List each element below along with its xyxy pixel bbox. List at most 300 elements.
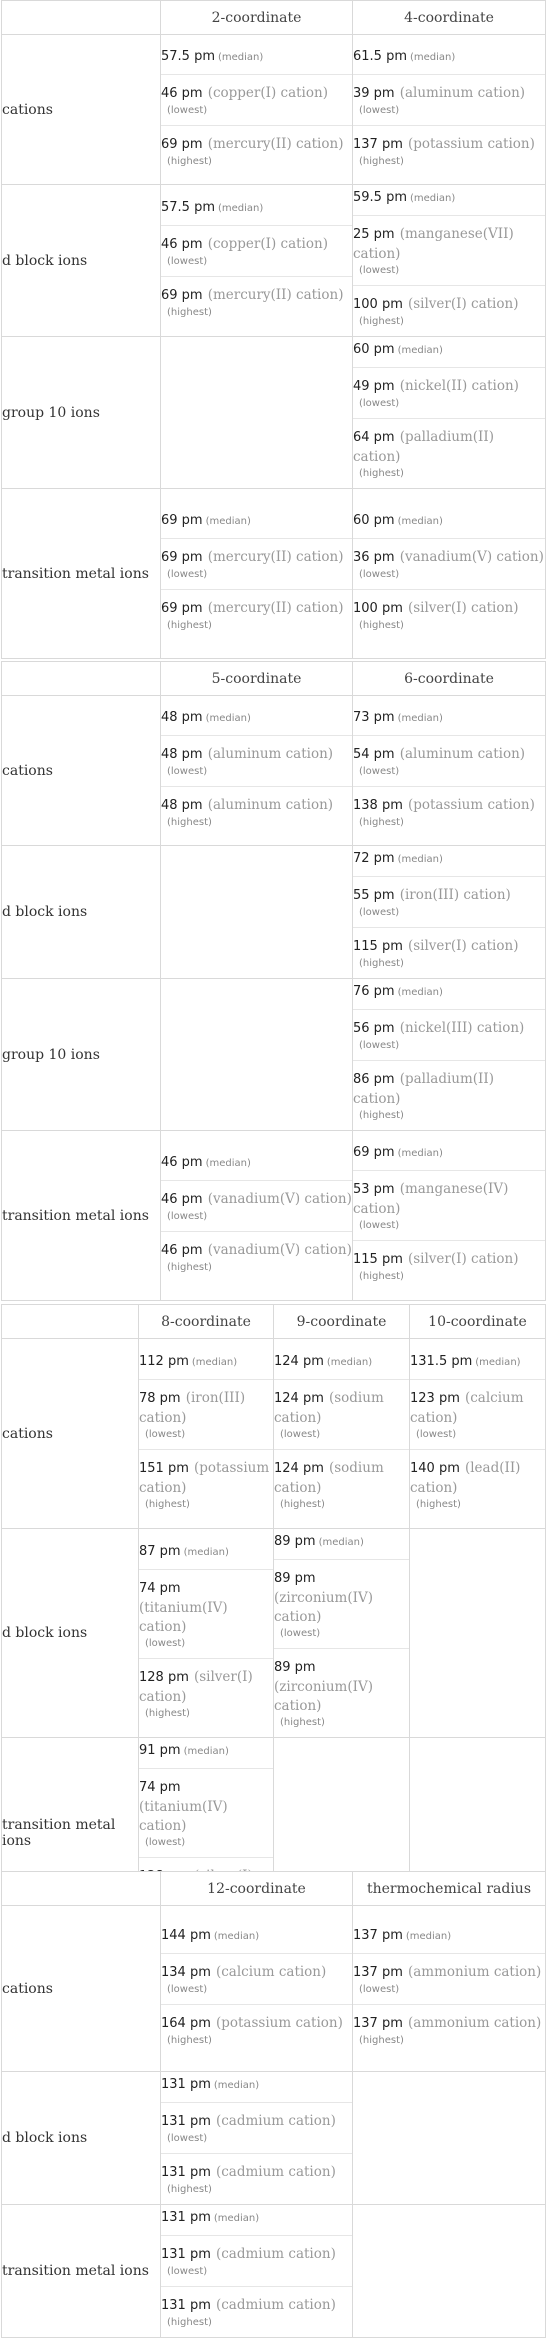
- stat-entry: [161, 225, 352, 276]
- radius-value: 87 pm: [139, 1543, 181, 1559]
- stat-entry: [161, 1180, 352, 1231]
- stat-qualifier: (highest): [167, 2317, 212, 2328]
- stat-entry: [161, 705, 352, 735]
- stat-qualifier: (highest): [167, 155, 212, 167]
- stat-entry: [161, 2205, 352, 2235]
- ion-name: (potassium cation): [407, 796, 535, 813]
- stat-entry: [139, 1768, 273, 1857]
- stat-entry: [274, 1648, 409, 1737]
- stat-qualifier: (highest): [359, 468, 404, 479]
- stat-entry: [161, 44, 352, 74]
- stat-entry: [353, 927, 545, 978]
- radius-value: 60 pm: [353, 342, 395, 357]
- radius-value: 100 pm: [353, 297, 403, 312]
- ion-name: (aluminum cation): [399, 745, 526, 762]
- ion-name: (copper(I) cation): [207, 235, 328, 252]
- radius-value: 89 pm: [274, 1660, 316, 1675]
- stat-entry: [161, 1923, 352, 1953]
- stat-qualifier: (median): [213, 1930, 260, 1942]
- stat-qualifier: (median): [318, 1537, 364, 1548]
- radius-value: 36 pm: [353, 549, 395, 565]
- stat-qualifier: (lowest): [167, 765, 208, 777]
- stat-qualifier: (median): [205, 515, 251, 527]
- radius-value: 89 pm: [274, 1571, 316, 1586]
- stat-qualifier: (median): [397, 515, 443, 527]
- stat-entry: [353, 74, 545, 125]
- stat-qualifier: (median): [475, 1356, 521, 1368]
- stat-qualifier: (lowest): [167, 1983, 208, 1995]
- column-header: 9-coordinate: [274, 1305, 410, 1339]
- ion-name: (cadmium cation): [215, 2246, 336, 2262]
- stat-entry: [274, 1349, 409, 1379]
- data-cell: [353, 489, 546, 659]
- ion-name: (mercury(II) cation): [207, 135, 344, 152]
- ion-name: (cadmium cation): [215, 2297, 336, 2313]
- ion-name: (silver(I) cation): [407, 296, 519, 312]
- ion-name: (sodium cation): [274, 1389, 384, 1426]
- corner-header: [2, 1, 161, 35]
- data-cell: [139, 1529, 274, 1738]
- stat-qualifier: (highest): [359, 155, 404, 167]
- radius-value: 131 pm: [161, 2247, 211, 2262]
- radius-value: 78 pm: [139, 1390, 181, 1406]
- radius-value: 91 pm: [139, 1743, 181, 1758]
- radius-value: 46 pm: [161, 1242, 203, 1258]
- ion-name: (iron(III) cation): [399, 887, 511, 903]
- radius-value: 123 pm: [410, 1390, 460, 1406]
- data-cell: [161, 35, 353, 185]
- stat-qualifier: (lowest): [359, 104, 400, 116]
- ion-name: (cadmium cation): [215, 2113, 336, 2129]
- stat-qualifier: (median): [183, 1546, 229, 1558]
- data-cell: [410, 1339, 546, 1529]
- stat-qualifier: (median): [191, 1356, 238, 1368]
- stat-entry: [353, 1060, 545, 1130]
- stat-entry: [353, 979, 545, 1009]
- stat-entry: [139, 1738, 273, 1768]
- stat-qualifier: (lowest): [359, 265, 400, 276]
- radius-value: 124 pm: [274, 1353, 324, 1369]
- stat-entry: [161, 589, 352, 640]
- ion-name: (nickel(II) cation): [399, 378, 519, 394]
- ion-name: (aluminum cation): [399, 84, 526, 101]
- row-label: group 10 ions: [2, 979, 161, 1131]
- radius-value: 131 pm: [161, 2114, 211, 2129]
- row-label: cations: [2, 1339, 139, 1529]
- radius-value: 131.5 pm: [410, 1353, 473, 1369]
- stat-qualifier: (highest): [145, 1707, 190, 1719]
- data-cell: [353, 696, 546, 846]
- data-cell: [353, 1906, 546, 2072]
- ion-name: (palladium(II) cation): [353, 1071, 494, 1107]
- data-cell: [161, 696, 353, 846]
- stat-entry: [139, 1449, 273, 1519]
- radius-value: 57.5 pm: [161, 48, 215, 64]
- stat-entry: [353, 786, 545, 837]
- stat-entry: [161, 2153, 352, 2204]
- data-cell: [161, 1131, 353, 1301]
- ion-name: (zirconium(IV) cation): [274, 1679, 373, 1714]
- column-header: 12-coordinate: [161, 1872, 353, 1906]
- data-cell: [353, 979, 546, 1131]
- stat-qualifier: (lowest): [167, 568, 208, 580]
- stat-entry: [353, 367, 545, 418]
- ion-name: (cadmium cation): [215, 2164, 336, 2180]
- stat-entry: [353, 735, 545, 786]
- stat-qualifier: (lowest): [359, 1983, 400, 1995]
- radius-table-2: [1, 661, 546, 1301]
- stat-qualifier: (median): [326, 1356, 373, 1368]
- stat-qualifier: (lowest): [359, 765, 400, 777]
- stat-qualifier: (lowest): [167, 2133, 208, 2144]
- radius-value: 46 pm: [161, 85, 203, 101]
- stat-qualifier: (median): [410, 51, 456, 63]
- row-label: transition metal ions: [2, 2205, 161, 2338]
- stat-qualifier: (highest): [280, 1498, 325, 1510]
- row-label: group 10 ions: [2, 337, 161, 489]
- ion-name: (potassium cation): [407, 135, 535, 152]
- row-label: d block ions: [2, 2072, 161, 2205]
- stat-entry: [161, 125, 352, 176]
- stat-qualifier: (highest): [359, 619, 404, 631]
- stat-qualifier: (median): [218, 202, 264, 214]
- stat-entry: [139, 1658, 273, 1728]
- stat-entry: [353, 337, 545, 367]
- ion-name: (mercury(II) cation): [207, 599, 344, 616]
- radius-value: 74 pm: [139, 1780, 181, 1795]
- radius-value: 137 pm: [353, 1964, 403, 1980]
- stat-entry: [161, 74, 352, 125]
- radius-value: 131 pm: [161, 2165, 211, 2180]
- stat-qualifier: (median): [405, 1930, 452, 1942]
- stat-entry: [353, 185, 545, 215]
- data-cell: [353, 1131, 546, 1301]
- data-cell: [139, 1339, 274, 1529]
- stat-entry: [353, 1240, 545, 1291]
- data-cell: [353, 2072, 546, 2205]
- stat-qualifier: (median): [205, 712, 251, 724]
- stat-entry: [353, 418, 545, 488]
- column-header: 10-coordinate: [410, 1305, 546, 1339]
- radius-value: 89 pm: [274, 1534, 316, 1549]
- radius-value: 134 pm: [161, 1964, 211, 1980]
- radius-value: 128 pm: [139, 1669, 189, 1685]
- radius-value: 74 pm: [139, 1580, 181, 1596]
- stat-entry: [410, 1449, 545, 1519]
- row-label: d block ions: [2, 185, 161, 337]
- stat-entry: [274, 1449, 409, 1519]
- stat-qualifier: (lowest): [167, 2266, 208, 2277]
- stat-entry: [353, 538, 545, 589]
- stat-entry: [161, 508, 352, 538]
- radius-value: 69 pm: [161, 136, 203, 152]
- stat-entry: [161, 2072, 352, 2102]
- ion-name: (lead(II) cation): [410, 1459, 521, 1496]
- data-cell: [274, 1339, 410, 1529]
- stat-entry: [353, 2004, 545, 2055]
- radius-table-1: [1, 0, 546, 659]
- column-header: 4-coordinate: [353, 1, 546, 35]
- radius-value: 46 pm: [161, 1154, 203, 1170]
- stat-entry: [139, 1539, 273, 1569]
- stat-qualifier: (median): [397, 987, 443, 998]
- stat-entry: [161, 2102, 352, 2153]
- stat-entry: [161, 1953, 352, 2004]
- corner-header: [2, 662, 161, 696]
- row-label: transition metal ions: [2, 489, 161, 659]
- stat-qualifier: (highest): [167, 816, 212, 828]
- ion-name: (nickel(III) cation): [399, 1020, 525, 1036]
- stat-entry: [161, 1150, 352, 1180]
- ion-name: (manganese(IV) cation): [353, 1181, 509, 1217]
- row-label: cations: [2, 1906, 161, 2072]
- data-cell: [161, 337, 353, 489]
- stat-qualifier: (highest): [145, 1498, 190, 1510]
- radius-value: 46 pm: [161, 236, 203, 252]
- data-cell: [161, 489, 353, 659]
- column-header: 8-coordinate: [139, 1305, 274, 1339]
- column-header: 5-coordinate: [161, 662, 353, 696]
- column-header: thermochemical radius: [353, 1872, 546, 1906]
- radius-value: 138 pm: [353, 797, 403, 813]
- ion-name: (titanium(IV) cation): [139, 1799, 228, 1834]
- data-cell: [353, 2205, 546, 2338]
- radius-value: 124 pm: [274, 1390, 324, 1406]
- radius-value: 48 pm: [161, 709, 203, 725]
- column-header: 6-coordinate: [353, 662, 546, 696]
- stat-qualifier: (median): [213, 2080, 260, 2091]
- ion-name: (aluminum cation): [207, 796, 334, 813]
- radius-value: 56 pm: [353, 1021, 395, 1036]
- stat-qualifier: (lowest): [167, 255, 208, 267]
- stat-entry: [161, 786, 352, 837]
- ion-name: (mercury(II) cation): [207, 548, 344, 565]
- data-cell: [161, 979, 353, 1131]
- stat-entry: [161, 276, 352, 327]
- radius-value: 39 pm: [353, 85, 395, 101]
- stat-qualifier: (median): [410, 193, 456, 204]
- stat-qualifier: (lowest): [167, 1210, 208, 1222]
- stat-qualifier: (median): [397, 345, 443, 356]
- stat-entry: [274, 1379, 409, 1449]
- stat-qualifier: (highest): [167, 619, 212, 631]
- stat-entry: [410, 1379, 545, 1449]
- row-label: d block ions: [2, 1529, 139, 1738]
- stat-qualifier: (highest): [359, 2034, 404, 2046]
- radius-value: 69 pm: [161, 600, 203, 616]
- radius-value: 73 pm: [353, 709, 395, 725]
- row-label: cations: [2, 696, 161, 846]
- radius-value: 69 pm: [161, 287, 203, 303]
- ion-name: (zirconium(IV) cation): [274, 1590, 373, 1625]
- radius-value: 86 pm: [353, 1072, 395, 1087]
- stat-qualifier: (highest): [359, 316, 404, 327]
- ion-name: (vanadium(V) cation): [207, 1190, 352, 1207]
- stat-entry: [139, 1349, 273, 1379]
- stat-qualifier: (highest): [359, 958, 404, 969]
- stat-qualifier: (highest): [359, 1110, 404, 1121]
- stat-entry: [139, 1379, 273, 1449]
- stat-qualifier: (highest): [359, 1271, 404, 1282]
- stat-qualifier: (highest): [167, 2034, 212, 2046]
- stat-entry: [161, 538, 352, 589]
- data-cell: [353, 35, 546, 185]
- column-header: 2-coordinate: [161, 1, 353, 35]
- radius-value: 57.5 pm: [161, 199, 215, 215]
- ion-name: (vanadium(V) cation): [207, 1241, 352, 1258]
- stat-entry: [353, 1923, 545, 1953]
- stat-entry: [161, 2286, 352, 2337]
- stat-qualifier: (median): [397, 1148, 443, 1159]
- stat-qualifier: (highest): [167, 2184, 212, 2195]
- ion-name: (calcium cation): [410, 1389, 524, 1426]
- ion-name: (vanadium(V) cation): [399, 548, 544, 565]
- stat-qualifier: (median): [213, 2213, 260, 2224]
- data-cell: [161, 2205, 353, 2338]
- stat-entry: [410, 1349, 545, 1379]
- ion-name: (ammonium cation): [407, 2014, 542, 2031]
- radius-value: 100 pm: [353, 600, 403, 616]
- stat-entry: [274, 1529, 409, 1559]
- stat-qualifier: (lowest): [359, 1220, 400, 1231]
- stat-entry: [353, 44, 545, 74]
- stat-qualifier: (lowest): [359, 568, 400, 580]
- stat-entry: [353, 705, 545, 735]
- ion-name: (silver(I) cation): [407, 599, 519, 616]
- ion-name: (titanium(IV) cation): [139, 1599, 228, 1635]
- radius-value: 137 pm: [353, 136, 403, 152]
- radius-value: 48 pm: [161, 746, 203, 762]
- radius-value: 46 pm: [161, 1191, 203, 1207]
- stat-entry: [353, 215, 545, 285]
- radius-value: 53 pm: [353, 1182, 395, 1197]
- radius-value: 61.5 pm: [353, 48, 407, 64]
- stat-entry: [353, 1170, 545, 1240]
- stat-entry: [161, 2004, 352, 2055]
- stat-qualifier: (highest): [167, 1261, 212, 1273]
- stat-entry: [353, 508, 545, 538]
- radius-value: 115 pm: [353, 1252, 403, 1267]
- stat-entry: [353, 589, 545, 640]
- ion-name: (sodium cation): [274, 1459, 384, 1496]
- radius-value: 137 pm: [353, 1927, 403, 1943]
- data-cell: [161, 846, 353, 979]
- stat-qualifier: (median): [397, 854, 443, 865]
- stat-entry: [353, 846, 545, 876]
- radius-value: 131 pm: [161, 2210, 211, 2225]
- ion-name: (silver(I) cation): [139, 1668, 253, 1705]
- radius-value: 55 pm: [353, 888, 395, 903]
- data-cell: [274, 1529, 410, 1738]
- radius-value: 76 pm: [353, 984, 395, 999]
- ion-name: (palladium(II) cation): [353, 429, 494, 465]
- ion-name: (potassium cation): [215, 2014, 343, 2031]
- row-label: transition metal ions: [2, 1738, 139, 1928]
- radius-value: 54 pm: [353, 746, 395, 762]
- stat-qualifier: (median): [218, 51, 264, 63]
- radius-value: 69 pm: [161, 512, 203, 528]
- ion-name: (iron(III) cation): [139, 1389, 246, 1426]
- stat-entry: [353, 1009, 545, 1060]
- stat-qualifier: (lowest): [280, 1628, 321, 1639]
- radius-value: 164 pm: [161, 2015, 211, 2031]
- radius-value: 48 pm: [161, 797, 203, 813]
- radius-value: 151 pm: [139, 1460, 189, 1476]
- ion-name: (mercury(II) cation): [207, 286, 344, 303]
- stat-qualifier: (lowest): [416, 1428, 457, 1440]
- radius-value: 49 pm: [353, 379, 395, 394]
- stat-entry: [139, 1569, 273, 1658]
- ion-name: (potassium cation): [139, 1459, 270, 1496]
- radius-value: 131 pm: [161, 2077, 211, 2092]
- stat-qualifier: (lowest): [359, 907, 400, 918]
- stat-entry: [353, 285, 545, 336]
- data-cell: [161, 1906, 353, 2072]
- ion-name: (silver(I) cation): [407, 938, 519, 954]
- stat-qualifier: (lowest): [167, 104, 208, 116]
- data-cell: [161, 2072, 353, 2205]
- stat-entry: [274, 1559, 409, 1648]
- radius-value: 72 pm: [353, 851, 395, 866]
- radius-value: 144 pm: [161, 1927, 211, 1943]
- stat-qualifier: (highest): [416, 1498, 461, 1510]
- data-cell: [353, 185, 546, 337]
- stat-entry: [161, 1231, 352, 1282]
- stat-qualifier: (median): [205, 1157, 251, 1169]
- stat-qualifier: (highest): [167, 306, 212, 318]
- radius-value: 137 pm: [353, 2015, 403, 2031]
- radius-value: 69 pm: [353, 1145, 395, 1160]
- ion-name: (ammonium cation): [407, 1963, 542, 1980]
- stat-qualifier: (lowest): [280, 1428, 321, 1440]
- stat-qualifier: (median): [397, 712, 443, 724]
- ion-name: (copper(I) cation): [207, 84, 328, 101]
- radius-value: 64 pm: [353, 430, 395, 445]
- stat-qualifier: (median): [183, 1746, 229, 1757]
- stat-entry: [161, 2235, 352, 2286]
- stat-entry: [161, 195, 352, 225]
- ion-name: (aluminum cation): [207, 745, 334, 762]
- corner-header: [2, 1872, 161, 1906]
- data-cell: [161, 185, 353, 337]
- stat-qualifier: (lowest): [145, 1837, 186, 1848]
- data-cell: [410, 1529, 546, 1738]
- stat-qualifier: (lowest): [145, 1637, 186, 1649]
- stat-entry: [161, 735, 352, 786]
- radius-value: 112 pm: [139, 1353, 189, 1369]
- radius-table-3: [1, 1304, 546, 1928]
- radius-value: 69 pm: [161, 549, 203, 565]
- corner-header: [2, 1305, 139, 1339]
- ion-name: (manganese(VII) cation): [353, 226, 514, 262]
- data-cell: [353, 337, 546, 489]
- row-label: d block ions: [2, 846, 161, 979]
- row-label: cations: [2, 35, 161, 185]
- data-cell: [353, 846, 546, 979]
- radius-value: 25 pm: [353, 227, 395, 242]
- stat-qualifier: (lowest): [145, 1428, 186, 1440]
- radius-value: 59.5 pm: [353, 190, 407, 205]
- radius-value: 131 pm: [161, 2298, 211, 2313]
- row-label: transition metal ions: [2, 1131, 161, 1301]
- radius-value: 124 pm: [274, 1460, 324, 1476]
- stat-entry: [353, 125, 545, 176]
- stat-qualifier: (lowest): [359, 398, 400, 409]
- radius-value: 140 pm: [410, 1460, 460, 1476]
- radius-value: 60 pm: [353, 512, 395, 528]
- radius-table-4: [1, 1871, 546, 2338]
- stat-qualifier: (highest): [280, 1717, 325, 1728]
